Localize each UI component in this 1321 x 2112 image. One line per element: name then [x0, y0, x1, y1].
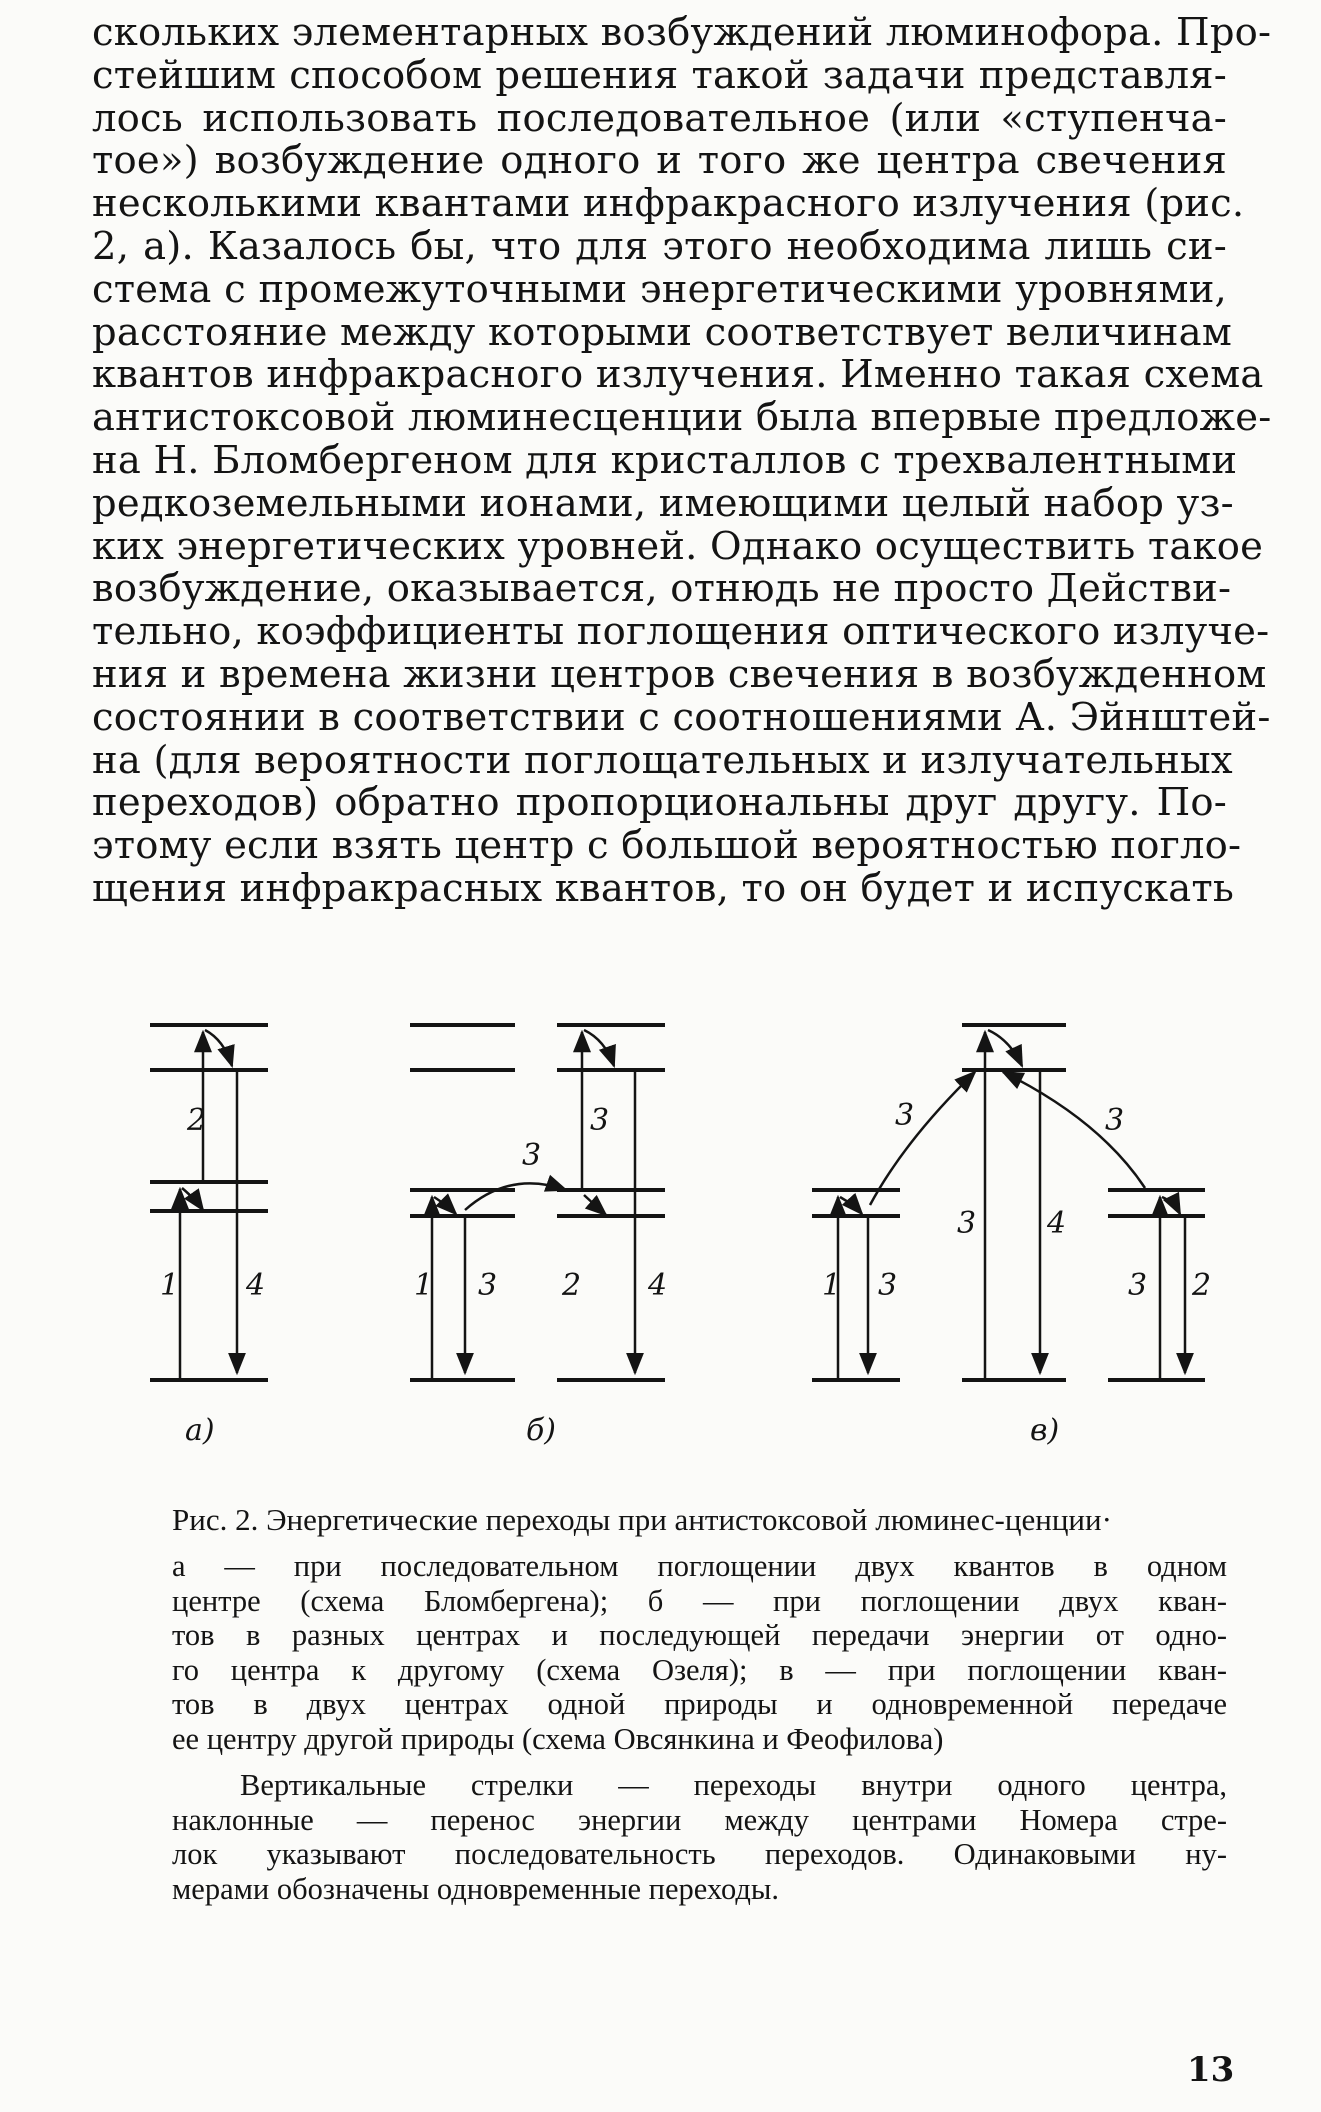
transition-label: 1 [414, 1268, 434, 1303]
transition-label: 1 [822, 1268, 842, 1303]
caption-line: ее центру другой природы (схема Овсянкина и Феофилова) [172, 1721, 944, 1756]
text-line: стема с промежуточными энергетическими уровнями, [92, 266, 1227, 312]
caption-line: центре (схема Бломбергена); б — при поглощении двух кван- [172, 1583, 1227, 1618]
text-line: стейшим способом решения такой задачи представля- [92, 52, 1227, 98]
transition-label: 3 [478, 1268, 498, 1303]
relaxation-arrow [584, 1195, 606, 1215]
transition-label: 3 [1105, 1103, 1125, 1138]
panel-c-diagram [812, 1025, 1211, 1448]
relaxation-arrow [988, 1030, 1022, 1066]
relaxation-arrow [205, 1030, 232, 1066]
energy-diagram [0, 990, 1321, 1470]
transition-label: 3 [522, 1138, 542, 1173]
energy-diagram-figure [0, 990, 1321, 1470]
text-line: расстояние между которыми соответствует величинам [92, 309, 1232, 355]
panel-label-c: в) [1030, 1413, 1060, 1448]
relaxation-arrow [1162, 1197, 1180, 1214]
transition-label: 2 [1192, 1268, 1212, 1303]
text-line: возбуждение, оказывается, отнюдь не просто Действи- [92, 566, 1232, 612]
transition-label: 3 [1128, 1268, 1148, 1303]
transition-label: 2 [187, 1103, 207, 1138]
text-line: антистоксовой люминесценции была впервые предложе- [92, 395, 1272, 441]
text-line: на Н. Бломбергеном для кристаллов с трехвалентными [92, 437, 1238, 483]
caption-line: го центра к другому (схема Озеля); в — при поглощении кван- [172, 1652, 1227, 1687]
relaxation-arrow [840, 1197, 862, 1214]
transition-label: 3 [590, 1103, 610, 1138]
text-line: этому если взять центр с большой вероятностью погло- [92, 823, 1242, 869]
text-line: тое») возбуждение одного и того же центра свечения [92, 138, 1227, 184]
caption-line: мерами обозначены одновременные переходы. [172, 1871, 780, 1906]
transition-label: 4 [648, 1268, 668, 1303]
transition-label: 1 [160, 1268, 180, 1303]
text-line: 2, а). Казалось бы, что для этого необходима лишь си- [92, 223, 1227, 269]
panel-label-b: б) [526, 1413, 557, 1448]
caption-line: наклонные — перенос энергии между центрами Номера стре- [172, 1802, 1227, 1837]
transition-label: 4 [1047, 1206, 1067, 1241]
caption-title: Рис. 2. Энергетические переходы при антистоксовой люминес-ценции· [172, 1502, 1112, 1537]
panel-a-diagram [150, 1025, 268, 1448]
caption-line: тов в разных центрах и последующей передачи энергии от одно- [172, 1618, 1227, 1652]
body-text [92, 10, 1272, 911]
figure-caption [172, 1502, 1227, 1906]
relaxation-arrow [434, 1197, 456, 1214]
page-number: 13 [1187, 2050, 1235, 2090]
transition-label: 3 [895, 1098, 915, 1133]
caption-line: тов в двух центрах одной природы и одновременной передаче [172, 1687, 1227, 1721]
text-line: лось использовать последовательное (или «ступенча- [92, 95, 1227, 141]
text-line: щения инфракрасных квантов, то он будет и испускать [92, 865, 1235, 911]
transition-label: 3 [878, 1268, 898, 1303]
text-line: ния и времена жизни центров свечения в возбужденном [92, 651, 1267, 697]
relaxation-arrow [584, 1030, 614, 1066]
text-line: несколькими квантами инфракрасного излучения (рис. [92, 181, 1245, 227]
transition-label: 3 [957, 1206, 977, 1241]
text-line: тельно, коэффициенты поглощения оптического излуче- [92, 609, 1270, 655]
transition-label: 4 [246, 1268, 266, 1303]
text-line: скольких элементарных возбуждений люминофора. Про- [92, 10, 1272, 55]
text-line: ких энергетических уровней. Однако осуществить такое [92, 523, 1264, 569]
transition-label: 2 [562, 1268, 582, 1303]
caption-line: а — при последовательном поглощении двух квантов в одном [172, 1549, 1227, 1583]
text-line: на (для вероятности поглощательных и излучательных [92, 737, 1233, 783]
relaxation-arrow [182, 1188, 203, 1210]
text-line: квантов инфракрасного излучения. Именно такая схема [92, 352, 1264, 398]
panel-b-diagram [410, 1025, 667, 1448]
text-line: переходов) обратно пропорциональны друг другу. По- [92, 780, 1227, 826]
transfer-arrow [870, 1072, 975, 1205]
caption-line: Вертикальные стрелки — переходы внутри одного центра, [240, 1768, 1227, 1802]
transfer-arrow [465, 1183, 566, 1210]
text-line: редкоземельными ионами, имеющими целый набор уз- [92, 480, 1234, 526]
caption-line: лок указывают последовательность переходов. Одинаковыми ну- [172, 1837, 1227, 1871]
panel-label-a: а) [185, 1413, 215, 1448]
text-line: состоянии в соответствии с соотношениями А. Эйнштей- [92, 694, 1271, 740]
